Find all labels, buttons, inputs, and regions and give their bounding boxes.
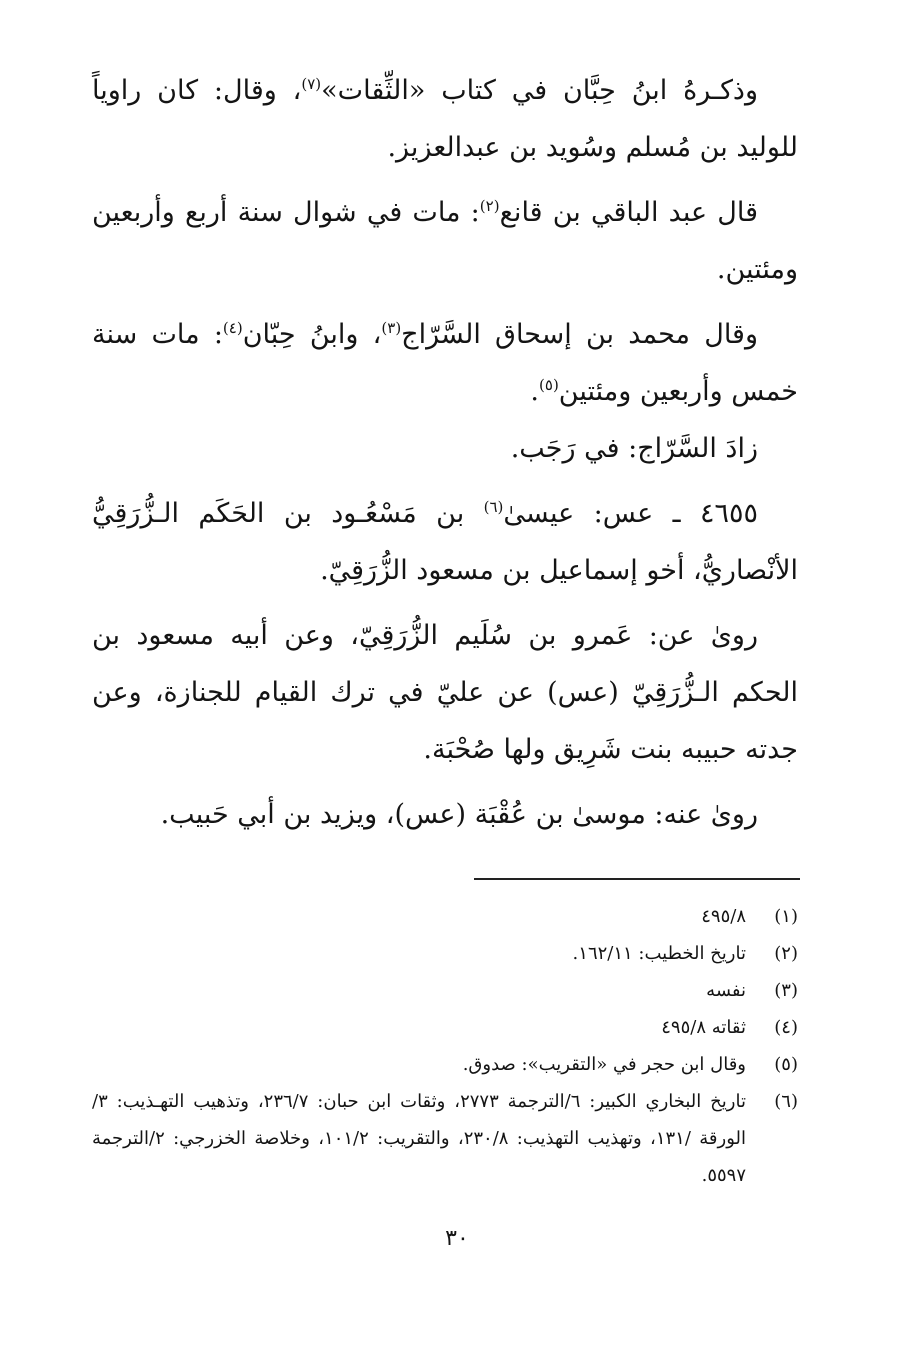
footnote-5 — [92, 1046, 798, 1083]
footnote-text: نفسه — [706, 980, 746, 1001]
footnote-number: (٤) — [774, 1017, 798, 1038]
footnote-text: تاريخ الخطيب: ١٦٢/١١. — [572, 943, 746, 964]
footnote-text: ثقاته ٤٩٥/٨ — [661, 1017, 746, 1038]
footnote-3 — [92, 972, 798, 1009]
paragraph-ibn-qani: قال عبد الباقي بن قانع$^{(٢)}$: مات في شوال سنة أربع وأربعين ومئتين. — [92, 197, 798, 285]
footnote-4 — [92, 1009, 798, 1046]
footnote-text: تاريخ البخاري الكبير: ٦/الترجمة ٢٧٧٣، وثقات ابن حبان: ٢٣٦/٧، وتذهيب التهـذيب: ٣/الورقة /١٣١، وتهذيب التهذيب: ٢٣٠/٨، والتقريب: ١٠١/٢، وخلاصة الخزرجي: ٢/الترجمة ٥٥٩٧. — [92, 1091, 746, 1186]
paragraph-narrated-by: روىٰ عنه: موسىٰ بن عُقْبَة (عس)، ويزيد بن أبي حَبيب. — [160, 799, 758, 830]
footnote-ref-3: (٣) — [381, 319, 402, 337]
footnote-number: (٦) — [774, 1091, 798, 1112]
paragraph-sarraj: وقال محمد بن إسحاق السَّرّاج$^{(٣)}$، وابنُ حِبّان$^{(٤)}$: مات سنة خمس وأربعين ومئتين$^{(٥)}$. — [92, 319, 798, 407]
footnote-ref-4: (٤) — [222, 319, 243, 337]
footnote-number: (٣) — [774, 980, 798, 1001]
entry-heading-4655: ٤٦٥٥ ـ عس: عيسىٰ$^{(٦)}$ بن مَسْعُـود بن الحَكَم الـزُّرَقِيُّ الأنْصاريُّ، أخو إسماعيل بن مسعود الزُّرَقِيّ. — [92, 498, 798, 586]
main-text — [92, 62, 798, 851]
footnote-6 — [92, 1083, 798, 1194]
footnote-1 — [92, 898, 798, 935]
footnote-number: (٥) — [774, 1054, 798, 1075]
footnote-2 — [92, 935, 798, 972]
paragraph-rajab: زادَ السَّرّاج: في رَجَب. — [510, 433, 758, 464]
footnotes — [92, 898, 798, 1194]
footnote-ref-2: (٢) — [479, 197, 500, 215]
footnote-ref-6: (٦) — [483, 498, 504, 516]
footnote-number: (١) — [774, 906, 798, 927]
footnote-text: ٤٩٥/٨ — [701, 906, 746, 927]
paragraph-narrated-from: روىٰ عن: عَمرو بن سُلَيم الزُّرَقِيّ، وعن أبيه مسعود بن الحكم الـزُّرَقِيّ (عس) عن عليّ في ترك القيام للجنازة، وعن جدته حبيبه بنت شَرِيق ولها صُحْبَة. — [92, 620, 798, 765]
page-number: ٣٠ — [445, 1226, 469, 1251]
paragraph-ibn-hibban: وذكـرهُ ابنُ حِبَّان في كتاب «الثِّقات»$^{(٧)}$، وقال: كان راوياً للوليد بن مُسلم وسُويد بن عبدالعزيز. — [92, 75, 798, 163]
footnote-number: (٢) — [774, 943, 798, 964]
footnote-divider — [474, 878, 800, 880]
footnote-ref-7: (٧) — [301, 75, 322, 93]
footnote-ref-5: (٥) — [539, 376, 559, 394]
footnote-text: وقال ابن حجر في «التقريب»: صدوق. — [462, 1054, 746, 1075]
